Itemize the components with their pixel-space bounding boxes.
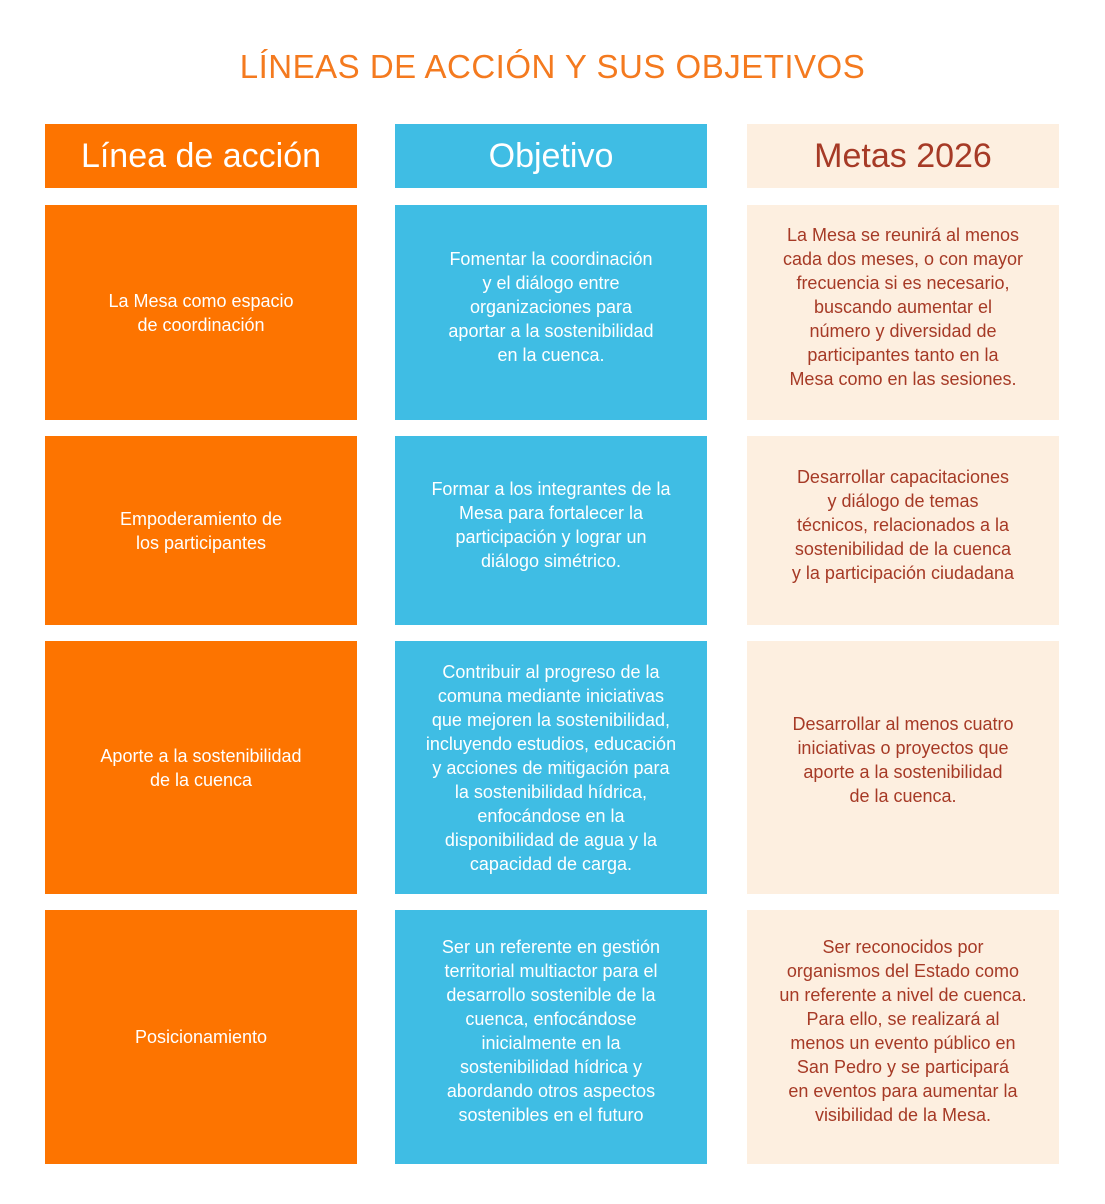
row-3-linea: Aporte a la sostenibilidad de la cuenca (45, 641, 357, 894)
header-linea-de-accion: Línea de acción (45, 124, 357, 188)
row-4-objetivo: Ser un referente en gestión territorial multiactor para el desarrollo sostenible de la cuenca, enfocándose inicialmente en la sostenibilidad hídrica y abordando otros aspectos sostenibles en el futuro (395, 910, 707, 1164)
row-1-metas: La Mesa se reunirá al menos cada dos meses, o con mayor frecuencia si es necesario, buscando aumentar el número y diversidad de participantes tanto en la Mesa como en las sesiones. (747, 205, 1059, 420)
row-2-objetivo: Formar a los integrantes de la Mesa para fortalecer la participación y lograr un diálogo simétrico. (395, 436, 707, 625)
row-3-metas: Desarrollar al menos cuatro iniciativas o proyectos que aporte a la sostenibilidad de la cuenca. (747, 641, 1059, 894)
page-title: LÍNEAS DE ACCIÓN Y SUS OBJETIVOS (239, 48, 866, 85)
row-1-linea: La Mesa como espacio de coordinación (45, 205, 357, 420)
row-4-metas: Ser reconocidos por organismos del Estado como un referente a nivel de cuenca. Para ello, se realizará al menos un evento público en San Pedro y se participará en eventos para aumentar la visibilidad de la Mesa. (747, 910, 1059, 1164)
row-2-metas: Desarrollar capacitaciones y diálogo de temas técnicos, relacionados a la sostenibilidad de la cuenca y la participación ciudadana (747, 436, 1059, 625)
row-4-linea: Posicionamiento (45, 910, 357, 1164)
row-2-linea: Empoderamiento de los participantes (45, 436, 357, 625)
header-objetivo: Objetivo (395, 124, 707, 188)
row-1-objetivo: Fomentar la coordinación y el diálogo entre organizaciones para aportar a la sostenibilidad en la cuenca. (395, 205, 707, 420)
row-3-objetivo: Contribuir al progreso de la comuna mediante iniciativas que mejoren la sostenibilidad, incluyendo estudios, educación y acciones de mitigación para la sostenibilidad hídrica, enfocándose en la disponibilidad de agua y la capacidad de carga. (395, 641, 707, 894)
header-metas: Metas 2026 (747, 124, 1059, 188)
